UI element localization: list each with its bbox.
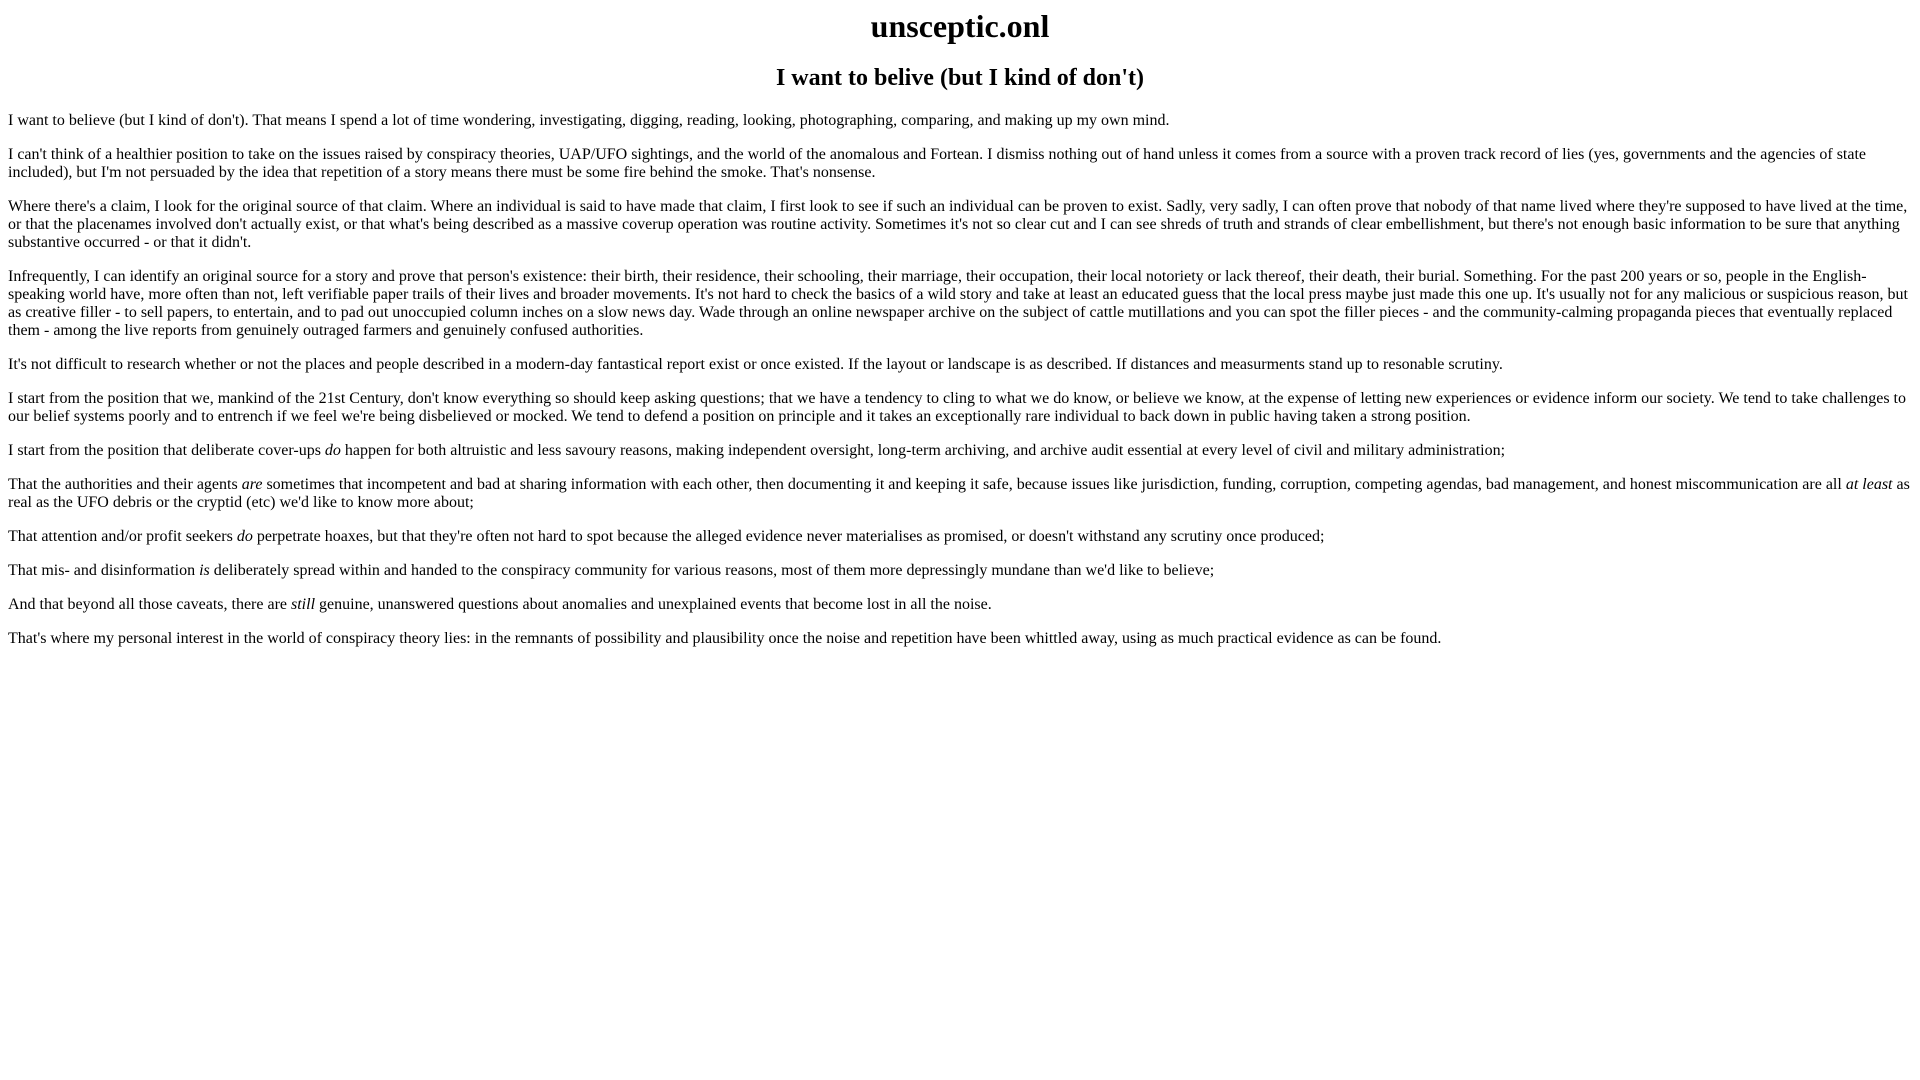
paragraph-conclusion: That's where my personal interest in the world of conspiracy theory lies: in the remnants of possibility and plausibility once the noise and repetition have been whittled away, using as much practical evidence as can be found.	[8, 630, 1442, 647]
emphasis: do	[236, 528, 253, 545]
text-span: as real as the UFO debris or the cryptid (etc) we'd like to know more about;	[8, 476, 1910, 511]
text-span: genuine, unanswered questions about anomalies and unexplained events that become lost in all the noise.	[315, 596, 992, 613]
text-span: deliberately spread within and handed to the conspiracy community for various reasons, most of them more depressingly mundane than we'd like to believe;	[209, 562, 1215, 579]
text-span: happen for both altruistic and less savoury reasons, making independent oversight, long-term archiving, and archive audit essential at every level of civil and military administration;	[340, 442, 1506, 459]
text-span: sometimes that incompetent and bad at sharing information with each other, then documenting it and keeping it safe, because issues like jurisdiction, funding, corruption, competing agendas, bad management, and honest miscommunication are all	[262, 476, 1846, 493]
paragraph-sources: Infrequently, I can identify an original source for a story and prove that person's existence: their birth, their residence, their schooling, their marriage, their occupation, their local notoriety or lack thereof, their death, their burial. Something. For the past 200 years or so, people in the English-speaking world have, more often than not, left verifiable paper trails of their lives and broader movements. It's not hard to check the basics of a wild story and take at least an educated guess that the local press maybe just made this one up. It's usually not for any malicious or suspicious reason, but as creative filler - to sell papers, to entertain, and to pad out unoccupied column inches on a slow news day. Wade through an online newspaper archive on the subject of cattle mutillations and you can spot the filler pieces - and the community-calming propaganda pieces that eventually replaced them - among the live reports from genuinely outraged farmers and genuinely confused authorities.	[8, 268, 1908, 339]
paragraph-cover-ups	[8, 442, 1912, 460]
text-span: And that beyond all those caveats, there are	[8, 596, 291, 613]
article-body	[8, 112, 1912, 648]
text-span: That mis- and disinformation	[8, 562, 200, 579]
text-span: That the authorities and their agents	[8, 476, 242, 493]
emphasis: at least	[1845, 476, 1893, 493]
text-span: perpetrate hoaxes, but that they're often not hard to spot because the alleged evidence never materialises as promised, or doesn't withstand any scrutiny once produced;	[252, 528, 1325, 545]
paragraph-research: It's not difficult to research whether or not the places and people described in a modern-day fantastical report exist or once existed. If the layout or landscape is as described. If distances and measurments stand up to resonable scrutiny.	[8, 356, 1503, 373]
paragraph-intro: I want to believe (but I kind of don't). That means I spend a lot of time wondering, investigating, digging, reading, looking, photographing, comparing, and making up my own mind.	[8, 112, 1170, 129]
paragraph-caveats	[8, 596, 1912, 614]
paragraph-position: I can't think of a healthier position to take on the issues raised by conspiracy theories, UAP/UFO sightings, and the world of the anomalous and Fortean. I dismiss nothing out of hand unless it comes from a source with a proven track record of lies (yes, governments and the agencies of state included), but I'm not persuaded by the idea that repetition of a story means there must be some fire behind the smoke. That's nonsense.	[8, 146, 1867, 181]
paragraph-disinformation	[8, 562, 1912, 580]
page	[0, 8, 1920, 648]
site-title: unsceptic.onl	[870, 8, 1050, 44]
paragraph-questions: I start from the position that we, mankind of the 21st Century, don't know everything so should keep asking questions; that we have a tendency to cling to what we do know, or believe we know, at the expense of letting new experiences or evidence inform our society. We tend to take challenges to our belief systems poorly and to entrench if we feel we're being disbelieved or mocked. We tend to defend a position on principle and it takes an exceptionally rare individual to back down in public having taken a strong position.	[8, 390, 1906, 425]
paragraph-authorities	[8, 476, 1912, 512]
page-heading: I want to belive (but I kind of don't)	[775, 65, 1145, 91]
emphasis: do	[324, 442, 341, 459]
paragraph-hoaxes	[8, 528, 1912, 546]
emphasis: are	[241, 476, 263, 493]
paragraph-claims: Where there's a claim, I look for the original source of that claim. Where an individual is said to have made that claim, I first look to see if such an individual can be proven to exist. Sadly, very sadly, I can often prove that nobody of that name lived where they're supposed to have lived at the time, or that the placenames involved don't actually exist, or that what's being described as a massive coverup operation was routine activity. Sometimes it's not so clear cut and I can see shreds of truth and strands of clear embellishment, but there's not enough basic information to be sure that anything substantive occurred - or that it didn't.	[8, 198, 1908, 251]
text-span: I start from the position that deliberate cover-ups	[8, 442, 325, 459]
emphasis: still	[291, 596, 316, 613]
text-span: That attention and/or profit seekers	[8, 528, 237, 545]
emphasis: is	[199, 562, 210, 579]
